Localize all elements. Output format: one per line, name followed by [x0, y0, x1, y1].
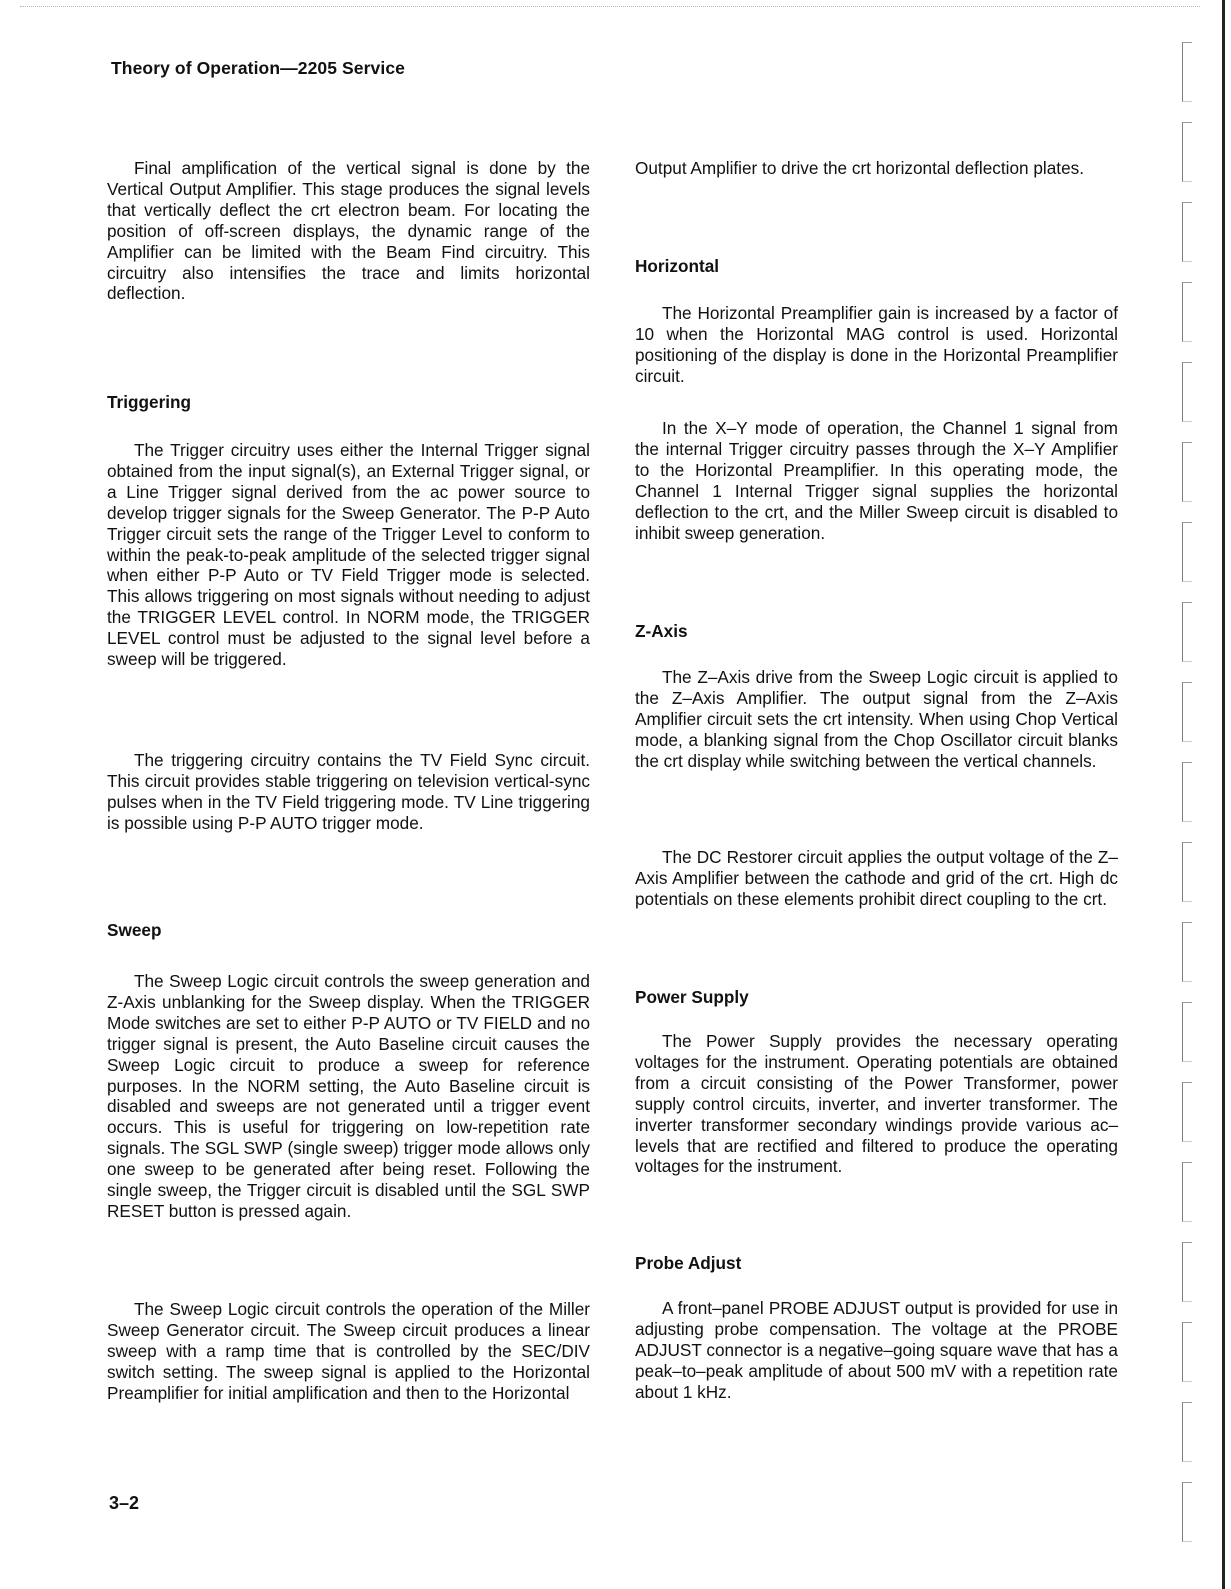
margin-bracket — [1182, 1322, 1192, 1382]
margin-bracket — [1182, 602, 1192, 662]
triggering-paragraph-2: The triggering circuitry contains the TV Field Sync circuit. This circuit provides stable triggering on television vertical-sync pulses when in the TV Field triggering mode. TV Line triggering is possible using P-P AUTO trigger mode. — [107, 750, 590, 833]
margin-bracket — [1182, 682, 1192, 742]
page-edge-rule — [1222, 0, 1225, 1589]
horizontal-heading: Horizontal — [635, 256, 720, 276]
margin-bracket — [1182, 1002, 1192, 1062]
sweep-heading: Sweep — [107, 920, 162, 940]
margin-bracket — [1182, 1082, 1192, 1142]
vertical-output-paragraph: Final amplification of the vertical signal is done by the Vertical Output Amplifier. This stage produces the signal levels that vertically deflect the crt electron beam. For locating the position of off-screen displays, the dynamic range of the Amplifier can be limited with the Beam Find circuitry. This circuitry also intensifies the trace and limits horizontal deflection. — [107, 158, 590, 304]
horizontal-paragraph-1: The Horizontal Preamplifier gain is increased by a factor of 10 when the Horizontal MAG control is used. Horizontal positioning of the display is done in the Horizontal Preamplifier circuit. — [635, 303, 1118, 386]
horizontal-paragraph-2: In the X–Y mode of operation, the Channel 1 signal from the internal Trigger circuitry passes through the X–Y Amplifier to the Horizontal Preamplifier. In this operating mode, the Channel 1 Internal Trigger signal supplies the horizontal deflection to the crt, and the Miller Sweep circuit is disabled to inhibit sweep generation. — [635, 418, 1118, 543]
margin-bracket — [1182, 1162, 1192, 1222]
triggering-heading: Triggering — [107, 392, 192, 412]
sweep-paragraph-2: The Sweep Logic circuit controls the operation of the Miller Sweep Generator circuit. The Sweep circuit produces a linear sweep with a ramp time that is controlled by the SEC/DIV switch setting. The sweep signal is applied to the Horizontal Preamplifier for initial amplification and then to the Horizontal — [107, 1299, 590, 1403]
z-axis-paragraph-1: The Z–Axis drive from the Sweep Logic circuit is applied to the Z–Axis Amplifier. The output signal from the Z–Axis Amplifier circuit sets the crt intensity. When using Chop Vertical mode, a blanking signal from the Chop Oscillator circuit blanks the crt display while switching between the vertical channels. — [635, 667, 1118, 771]
probe-adjust-heading: Probe Adjust — [635, 1253, 742, 1273]
page-number: 3–2 — [109, 1493, 140, 1513]
margin-bracket — [1182, 522, 1192, 582]
margin-bracket — [1182, 1242, 1192, 1302]
continued-paragraph: Output Amplifier to drive the crt horizontal deflection plates. — [635, 158, 1085, 178]
margin-bracket — [1182, 1402, 1192, 1462]
margin-bracket — [1182, 442, 1192, 502]
z-axis-heading: Z-Axis — [635, 621, 688, 641]
margin-bracket — [1182, 1482, 1192, 1542]
page-header: Theory of Operation—2205 Service — [111, 58, 406, 78]
margin-bracket — [1182, 762, 1192, 822]
power-supply-heading: Power Supply — [635, 987, 749, 1007]
z-axis-paragraph-2: The DC Restorer circuit applies the output voltage of the Z–Axis Amplifier between the cathode and grid of the crt. High dc potentials on these elements prohibit direct coupling to the crt. — [635, 847, 1118, 909]
margin-bracket — [1182, 362, 1192, 422]
scan-edge-line — [20, 6, 1200, 7]
sweep-paragraph-1: The Sweep Logic circuit controls the sweep generation and Z-Axis unblanking for the Sweep display. When the TRIGGER Mode switches are set to either P-P AUTO or TV FIELD and no trigger signal is present, the Auto Baseline circuit causes the Sweep Logic circuit to produce a sweep for reference purposes. In the NORM setting, the Auto Baseline circuit is disabled and sweeps are not generated until a trigger event occurs. This is useful for triggering on low-repetition rate signals. The SGL SWP (single sweep) trigger mode allows only one sweep to be generated after being reset. Following the single sweep, the Trigger circuit is disabled until the SGL SWP RESET button is pressed again. — [107, 971, 590, 1221]
margin-bracket — [1182, 122, 1192, 182]
margin-bracket — [1182, 202, 1192, 262]
power-supply-paragraph: The Power Supply provides the necessary operating voltages for the instrument. Operating potentials are obtained from a circuit consisting of the Power Transformer, power supply control circuits, inverter, and inverter transformer. The inverter transformer secondary windings provide various ac–levels that are rectified and filtered to produce the operating voltages for the instrument. — [635, 1031, 1118, 1177]
triggering-paragraph-1: The Trigger circuitry uses either the Internal Trigger signal obtained from the input signal(s), an External Trigger signal, or a Line Trigger signal derived from the ac power source to develop trigger signals for the Sweep Generator. The P-P Auto Trigger circuit sets the range of the Trigger Level to conform to within the peak-to-peak amplitude of the selected trigger signal when either P-P Auto or TV Field Trigger mode is selected. This allows triggering on most signals without needing to adjust the TRIGGER LEVEL control. In NORM mode, the TRIGGER LEVEL control must be adjusted to the signal level before a sweep will be triggered. — [107, 440, 590, 670]
margin-bracket — [1182, 922, 1192, 982]
margin-bracket — [1182, 282, 1192, 342]
probe-adjust-paragraph: A front–panel PROBE ADJUST output is provided for use in adjusting probe compensation. The voltage at the PROBE ADJUST connector is a negative–going square wave that has a peak–to–peak amplitude of about 500 mV with a repetition rate about 1 kHz. — [635, 1298, 1118, 1402]
margin-bracket — [1182, 842, 1192, 902]
margin-bracket — [1182, 42, 1192, 102]
